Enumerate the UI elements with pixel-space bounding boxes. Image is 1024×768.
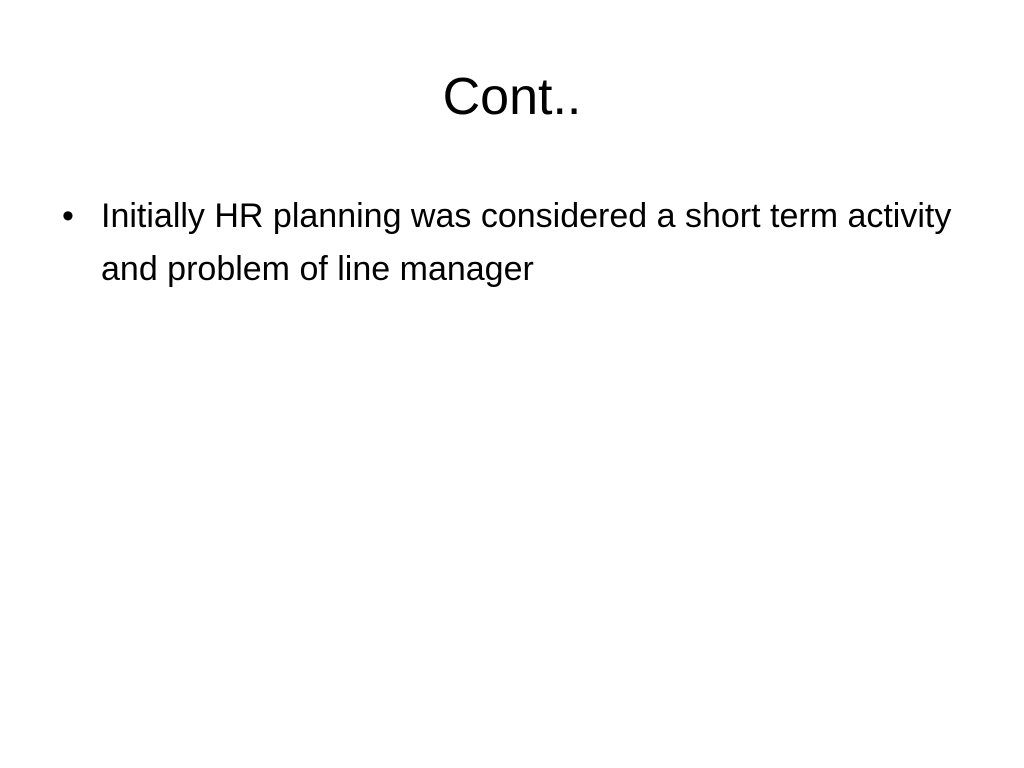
bullet-text: Initially HR planning was considered a short term activity and problem of line manager — [101, 197, 952, 288]
slide-title: Cont.. — [442, 68, 582, 126]
bullet-marker: • — [62, 197, 74, 235]
bullet-item — [58, 190, 958, 296]
bullet-list — [58, 190, 958, 296]
